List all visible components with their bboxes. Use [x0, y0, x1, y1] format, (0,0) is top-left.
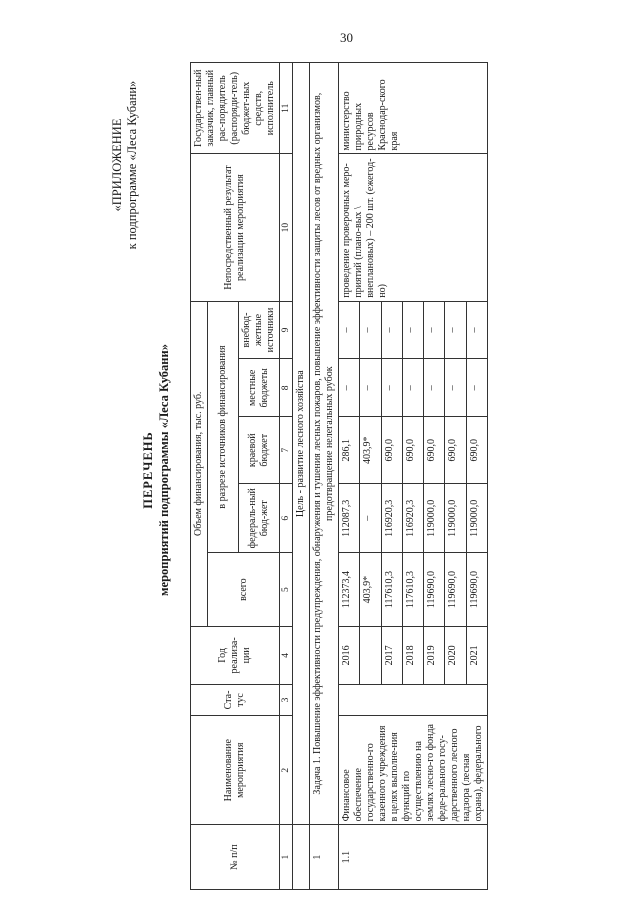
row-local: –	[402, 359, 423, 417]
column-numbers-row	[280, 63, 293, 890]
appendix-line-2: к подпрограмме «Леса Кубани»	[125, 80, 139, 250]
row-year: 2021	[466, 626, 487, 684]
rotated-sheet	[0, 45, 640, 890]
row-total: 403,9*	[360, 553, 381, 627]
header-total: всего	[208, 553, 280, 627]
row-regional: 403,9*	[360, 417, 381, 484]
row-year: 2019	[424, 626, 445, 684]
row-local: –	[445, 359, 466, 417]
row-extra: –	[339, 301, 360, 359]
row-federal: –	[360, 484, 381, 553]
row-year	[360, 626, 381, 684]
appendix-line-1: «ПРИЛОЖЕНИЕ	[110, 118, 124, 212]
item-name: Финансовое обеспечение государственно-го казенного учреждения в целях выполне-ния функций по осуществлению на землях лесно-го фонда феде-рального госу-дарственного лесного надзора (лесная охрана), федерального	[339, 716, 488, 825]
header-local: местные бюджеты	[239, 359, 280, 417]
column-number: 11	[280, 63, 293, 155]
row-total: 112373,4	[339, 553, 360, 627]
title-line-2: мероприятий подпрограммы «Леса Кубани»	[157, 344, 171, 596]
item-number: 1.1	[339, 825, 488, 890]
row-regional: 690,0	[402, 417, 423, 484]
header-year: Год реализа-ции	[191, 626, 280, 684]
item-executor: министерство природных ресурсов Краснодар-ского края	[339, 63, 488, 155]
row-regional: 690,0	[445, 417, 466, 484]
row-total: 117610,3	[402, 553, 423, 627]
row-year: 2020	[445, 626, 466, 684]
row-extra: –	[466, 301, 487, 359]
row-federal: 112087,3	[339, 484, 360, 553]
row-year: 2017	[381, 626, 402, 684]
column-number: 2	[280, 716, 293, 825]
column-number: 4	[280, 626, 293, 684]
page-number: 30	[340, 30, 353, 45]
header-extra: внебюд-жетные источники	[239, 301, 280, 359]
task-row	[310, 63, 339, 890]
table-row	[339, 63, 360, 890]
column-number: 9	[280, 301, 293, 359]
column-number: 3	[280, 684, 293, 715]
row-year: 2018	[402, 626, 423, 684]
row-extra: –	[445, 301, 466, 359]
row-extra: –	[402, 301, 423, 359]
row-total: 119690,0	[445, 553, 466, 627]
column-number: 7	[280, 417, 293, 484]
header-federal: федераль-ный бюд-жет	[239, 484, 280, 553]
header-no: № п/п	[191, 825, 280, 890]
header-status: Ста-тус	[191, 684, 280, 715]
row-extra: –	[424, 301, 445, 359]
row-federal: 119000,0	[424, 484, 445, 553]
column-number: 1	[280, 825, 293, 890]
item-result: проведение проверочных меро-приятий (плано-вых \ внеплановых) – 200 шт. (ежегод-но)	[339, 154, 488, 301]
document-title	[140, 80, 172, 860]
row-federal: 119000,0	[466, 484, 487, 553]
task-number: 1	[310, 825, 339, 890]
goal-row	[293, 63, 310, 890]
row-year: 2016	[339, 626, 360, 684]
goal-spacer	[293, 825, 310, 890]
row-regional: 286,1	[339, 417, 360, 484]
row-total: 119690,0	[424, 553, 445, 627]
row-regional: 690,0	[424, 417, 445, 484]
row-total: 117610,3	[381, 553, 402, 627]
row-local: –	[424, 359, 445, 417]
goal-text: Цель - развитие лесного хозяйства	[293, 63, 310, 825]
row-total: 119690,0	[466, 553, 487, 627]
title-line-1: ПЕРЕЧЕНЬ	[141, 431, 155, 509]
row-local: –	[360, 359, 381, 417]
appendix-header	[110, 50, 140, 280]
measures-table	[190, 62, 488, 890]
column-number: 6	[280, 484, 293, 553]
header-name: Наименование мероприятия	[191, 716, 280, 825]
row-federal: 116920,3	[402, 484, 423, 553]
row-local: –	[381, 359, 402, 417]
header-regional: краевой бюджет	[239, 417, 280, 484]
column-number: 10	[280, 154, 293, 301]
column-number: 5	[280, 553, 293, 627]
row-local: –	[339, 359, 360, 417]
row-extra: –	[360, 301, 381, 359]
row-federal: 119000,0	[445, 484, 466, 553]
header-executor: Государствен-ный заказчик, главный рас-порядитель (распоряди-тель) бюджет-ных средств, исполнитель	[191, 63, 280, 155]
row-federal: 116920,3	[381, 484, 402, 553]
column-number: 8	[280, 359, 293, 417]
task-text: Задача 1. Повышение эффективности предупреждения, обнаружения и тушения лесных пожаров, повышение эффективности защиты лесов от вредных организмов, предотвращение нелегальных рубок	[310, 63, 339, 825]
header-result: Непосредственный результат реализации мероприятия	[191, 154, 280, 301]
header-by-sources: в разрезе источников финансирования	[208, 301, 239, 553]
item-status	[339, 684, 488, 715]
header-funding: Объем финансирования, тыс. руб.	[191, 301, 208, 626]
row-extra: –	[381, 301, 402, 359]
row-regional: 690,0	[466, 417, 487, 484]
row-regional: 690,0	[381, 417, 402, 484]
row-local: –	[466, 359, 487, 417]
